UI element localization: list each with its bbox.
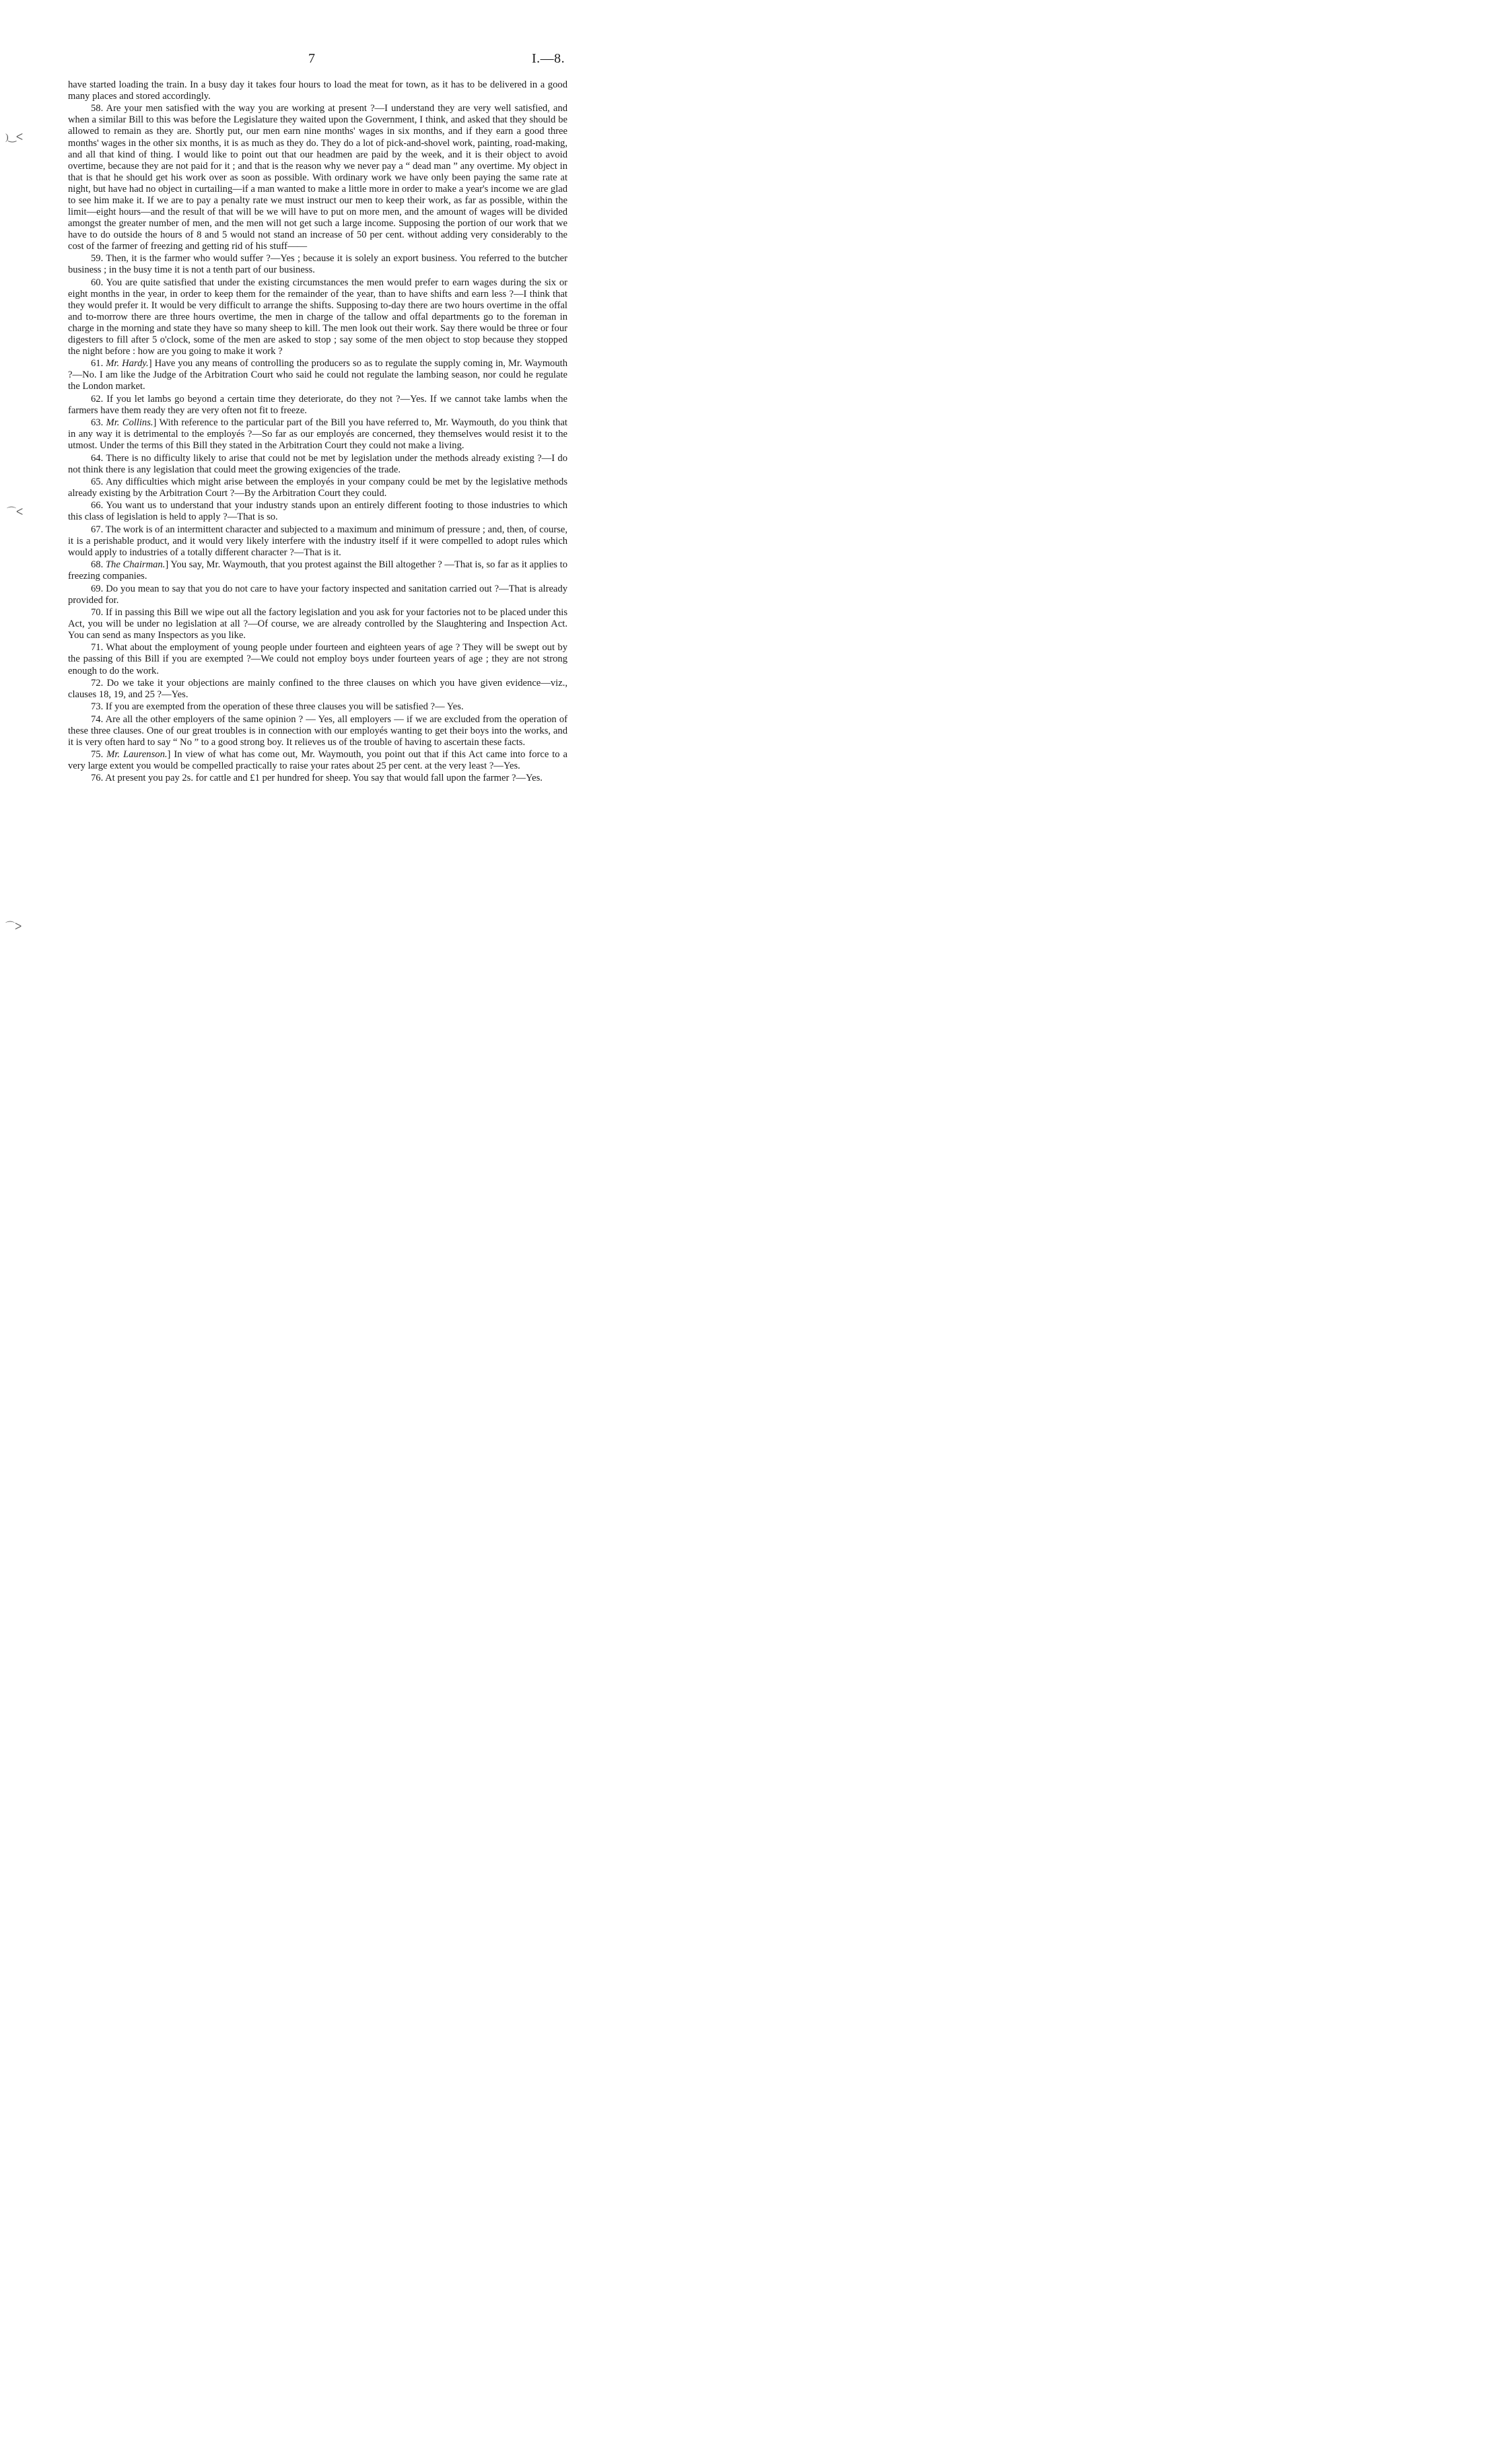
question-62: 62. If you let lambs go beyond a certain time they deteriorate, do they not ?—Yes. If we cannot take lambs when the farmers have them ready they are very often not fit to freeze.	[68, 393, 567, 416]
paragraph-continuation: have started loading the train. In a busy day it takes four hours to load the meat for town, as it has to be delivered in a good many places and stored accordingly.	[68, 79, 567, 102]
question-61: 61. Mr. Hardy.] Have you any means of controlling the producers so as to regulate the supply coming in, Mr. Waymouth ?—No. I am like the Judge of the Arbitration Court who said he could not regulate the lambing season, nor could he regulate the London market.	[68, 358, 568, 392]
question-63: 63. Mr. Collins.] With reference to the particular part of the Bill you have referred to, Mr. Waymouth, do you think that in any way it is detrimental to the employés ?—So far as our employés are concerned, they themselves would resist it to the utmost. Under the terms of this Bill they stated in the Arbitration Court they could not make a living.	[68, 417, 567, 452]
question-70: 70. If in passing this Bill we wipe out all the factory legislation and you ask for your factories not to be placed under this Act, you will be under no legislation at all ?—Of course, we are already controlled by the Slaughtering and Inspection Act. You can send as many Inspectors as you like.	[68, 606, 567, 641]
page-header	[0, 51, 638, 67]
question-60: 60. You are quite satisfied that under the existing circumstances the men would prefer to earn wages during the six or eight months in the year, in order to keep them for the remainder of the year, than to have shifts and earn less ?—I think that they would prefer it. It would be very difficult to arrange the shifts. Supposing to-day there are two hours overtime in the offal and to-morrow there are three hours overtime, the men in charge of the tallow and offal departments go to the foreman in charge in the morning and state they have so many sheep to kill. The men look out their work. Say there would be three or four digesters to fill after 5 o'clock, some of the men are asked to stop ; say some of the men object to stop because they stopped the night before : how are you going to make it work ?	[68, 277, 567, 357]
testimony-body	[68, 79, 567, 785]
question-66: 66. You want us to understand that your industry stands upon an entirely different footing to those industries to which this class of legislation is held to apply ?—That is so.	[68, 500, 567, 523]
question-76: 76. At present you pay 2s. for cattle and £1 per hundred for sheep. You say that would fall upon the farmer ?—Yes.	[91, 773, 543, 784]
speaker-name: Mr. Collins.	[106, 417, 153, 429]
speaker-name: The Chairman.	[105, 559, 166, 571]
page-number: 7	[308, 51, 315, 66]
question-72: 72. Do we take it your objections are mainly confined to the three clauses on which you have given evidence—viz., clauses 18, 19, and 25 ?—Yes.	[68, 677, 568, 700]
question-74: 74. Are all the other employers of the same opinion ? — Yes, all employers — if we are excluded from the operation of these three clauses. One of our great troubles is in connection with our employés wanting to get their boys into the works, and it is very often hard to say “ No ” to a good strong boy. It relieves us of the trouble of having to ascertain these facts.	[68, 713, 568, 748]
question-69: 69. Do you mean to say that you do not care to have your factory inspected and sanitation carried out ?—That is already provided for.	[68, 583, 567, 606]
question-64: 64. There is no difficulty likely to arise that could not be met by legislation under the methods already existing ?—I do not think there is any legislation that could meet the growing exigencies of the trade.	[68, 452, 567, 475]
question-75: 75. Mr. Laurenson.] In view of what has come out, Mr. Waymouth, you point out that if this Act came into force to a very large extent you would be compelled practically to raise your rates about 25 per cent. at the very least ?—Yes.	[68, 749, 567, 772]
speaker-name: Mr. Hardy.	[106, 358, 149, 369]
question-67: 67. The work is of an intermittent character and subjected to a maximum and minimum of pressure ; and, then, of course, it is a perishable product, and it would very likely interfere with the industry itself if it were compelled to adopt rules which would apply to industries of a totally different character ?—That is it.	[68, 524, 568, 558]
margin-mark: ⌒ᐳ	[5, 922, 22, 932]
question-73: 73. If you are exempted from the operation of these three clauses you will be satisfied ?— Yes.	[91, 701, 464, 713]
speaker-name: Mr. Laurenson.	[106, 749, 168, 761]
document-reference: I.—8.	[532, 51, 565, 66]
question-59: 59. Then, it is the farmer who would suffer ?—Yes ; because it is solely an export business. You referred to the butcher business ; in the busy time it is not a tenth part of our business.	[68, 253, 567, 276]
margin-mark: ⌒ᐸ	[7, 507, 24, 518]
question-65: 65. Any difficulties which might arise between the employés in your company could be met by the legislative methods already existing by the Arbitration Court ?—By the Arbitration Court they could.	[68, 476, 568, 499]
margin-mark: )‿ᐸ	[5, 133, 24, 143]
question-58: 58. Are your men satisfied with the way you are working at present ?—I understand they are very well satisfied, and when a similar Bill to this was before the Legislature they waited upon the Government, I think, and asked that they should be allowed to remain as they are. Shortly put, our men earn nine months' wages in six months, and if they earn a good three months' wages in the other six months, it is as much as they do. They do a lot of pick-and-shovel work, painting, road-making, and all that kind of thing. I would like to point out that our headmen are paid by the week, and it is their object to avoid overtime, because they are not paid for it ; and that is the reason why we never pay a “ dead man ” any overtime. My object in that is that he should get his work over as soon as possible. With ordinary work we have only been paying the same rate at night, but have had no object in curtailing—if a man wanted to make a little more in order to make a year's income we are glad to see him make it. If we are to pay a penalty rate we must instruct our men to keep their work, as far as possible, within the limit—eight hours—and the result of that will be we will have to put on more men, and the amount of wages will be divided amongst the greater number of men, and the men will not get such a large income. Supposing the portion of our work that we have to do outside the hours of 8 and 5 would not stand an increase of 50 per cent. without adding very considerably to the cost of the farmer of freezing and getting rid of his stuff——	[68, 103, 567, 252]
question-68: 68. The Chairman.] You say, Mr. Waymouth, that you protest against the Bill altogether ? —That is, so far as it applies to freezing companies.	[68, 559, 567, 582]
question-71: 71. What about the employment of young people under fourteen and eighteen years of age ? They will be swept out by the passing of this Bill if you are exempted ?—We could not employ boys under fourteen years of age ; they are not strong enough to do the work.	[68, 642, 567, 676]
